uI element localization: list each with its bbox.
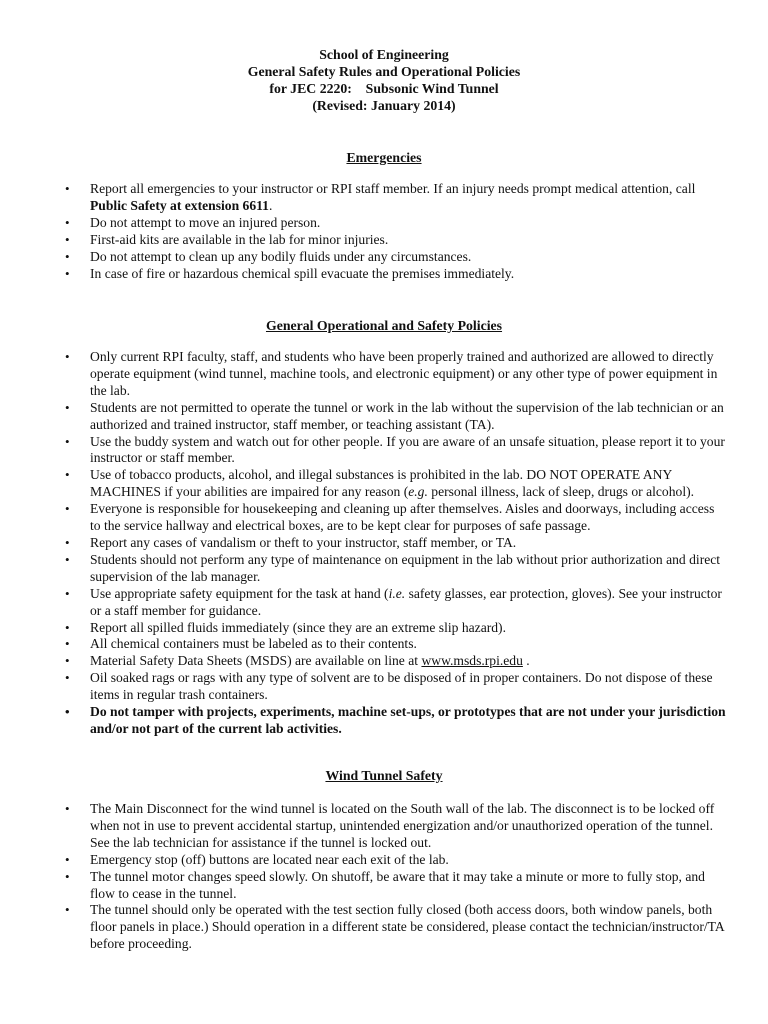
list-item: • First-aid kits are available in the lab for minor injuries.: [0, 232, 768, 249]
list-item: • Emergency stop (off) buttons are located near each exit of the lab.: [0, 852, 768, 869]
list-item: • Only current RPI faculty, staff, and students who have been properly trained and authorized are allowed to directly operate equipment (wind tunnel, machine tools, and electronic equipment) or any other type of power equipment in the lab.: [0, 349, 768, 400]
list-item: • The tunnel motor changes speed slowly. On shutoff, be aware that it may take a minute or more to fully stop, and flow to cease in the tunnel.: [0, 869, 768, 903]
section-title-general: General Operational and Safety Policies: [265, 318, 503, 333]
public-safety-extension: Public Safety at extension 6611: [90, 197, 269, 213]
list-item: [0, 181, 768, 215]
header-revision: (Revised: January 2014): [312, 98, 456, 113]
header-course: for JEC 2220: Subsonic Wind Tunnel: [269, 81, 499, 96]
item-text: Report all emergencies to your instructor or RPI staff member. If an injury needs prompt medical attention, call: [90, 181, 696, 196]
list-item: [0, 586, 768, 620]
document-header: [0, 46, 768, 114]
item-text-end: .: [522, 653, 530, 669]
list-item: • The tunnel should only be operated with the test section fully closed (both access doors, both window panels, both floor panels in place.) Should operation in a different state be considered, please contact the technician/instructor/TA before proceeding.: [0, 902, 768, 953]
item-italic: i.e.: [388, 585, 406, 601]
item-text-end: safety glasses, ear protection, gloves). See your instructor or a staff member for guidance.: [90, 585, 722, 618]
section-title-wind-tunnel: Wind Tunnel Safety: [325, 768, 443, 783]
list-item: • The Main Disconnect for the wind tunnel is located on the South wall of the lab. The disconnect is to be locked off when not in use to prevent accidental startup, unintended energization and/or unauthorized operation of the tunnel. See the lab technician for assistance if the tunnel is locked out.: [0, 801, 768, 852]
item-text: Use of tobacco products, alcohol, and illegal substances is prohibited in the lab. DO NOT OPERATE ANY MACHINES if your abilities are impaired for any reason (: [90, 467, 672, 500]
item-italic: e.g.: [408, 484, 428, 500]
list-item: • Do not attempt to clean up any bodily fluids under any circumstances.: [0, 249, 768, 266]
list-item: • All chemical containers must be labeled as to their contents.: [0, 636, 768, 653]
list-item: [0, 653, 768, 670]
msds-link[interactable]: www.msds.rpi.edu: [421, 653, 523, 669]
list-item: • Students should not perform any type of maintenance on equipment in the lab without prior authorization and direct supervision of the lab manager.: [0, 552, 768, 586]
header-school: School of Engineering: [319, 47, 449, 62]
list-item: • Everyone is responsible for housekeeping and cleaning up after themselves. Aisles and doorways, including access to the service hallway and electrical boxes, are to be kept clear for purposes of safe passage.: [0, 501, 768, 535]
list-item: • Use the buddy system and watch out for other people. If you are aware of an unsafe situation, please report it to your instructor or staff member.: [0, 434, 768, 468]
general-list: [0, 349, 768, 738]
list-item: • Report all spilled fluids immediately (since they are an extreme slip hazard).: [0, 620, 768, 637]
item-text-end: personal illness, lack of sleep, drugs or alcohol).: [427, 484, 695, 500]
emergencies-list: [0, 181, 768, 282]
list-item: [0, 467, 768, 501]
list-item: • Do not attempt to move an injured person.: [0, 215, 768, 232]
item-text: Use appropriate safety equipment for the task at hand (: [90, 585, 389, 601]
list-item: • In case of fire or hazardous chemical spill evacuate the premises immediately.: [0, 266, 768, 283]
section-title-emergencies: Emergencies: [346, 150, 422, 165]
list-item: • Oil soaked rags or rags with any type of solvent are to be disposed of in proper containers. Do not dispose of these items in regular trash containers.: [0, 670, 768, 704]
wind-tunnel-list: [0, 801, 768, 953]
item-text-end: .: [268, 197, 273, 213]
list-item: • Students are not permitted to operate the tunnel or work in the lab without the supervision of the lab technician or an authorized and trained instructor, staff member, or teaching assistant (TA).: [0, 400, 768, 434]
list-item: • Do not tamper with projects, experiments, machine set-ups, or prototypes that are not under your jurisdiction and/or not part of the current lab activities.: [0, 704, 768, 738]
list-item: • Report any cases of vandalism or theft to your instructor, staff member, or TA.: [0, 535, 768, 552]
item-text: Material Safety Data Sheets (MSDS) are available on line at: [90, 653, 422, 669]
header-title: General Safety Rules and Operational Policies: [247, 64, 521, 79]
